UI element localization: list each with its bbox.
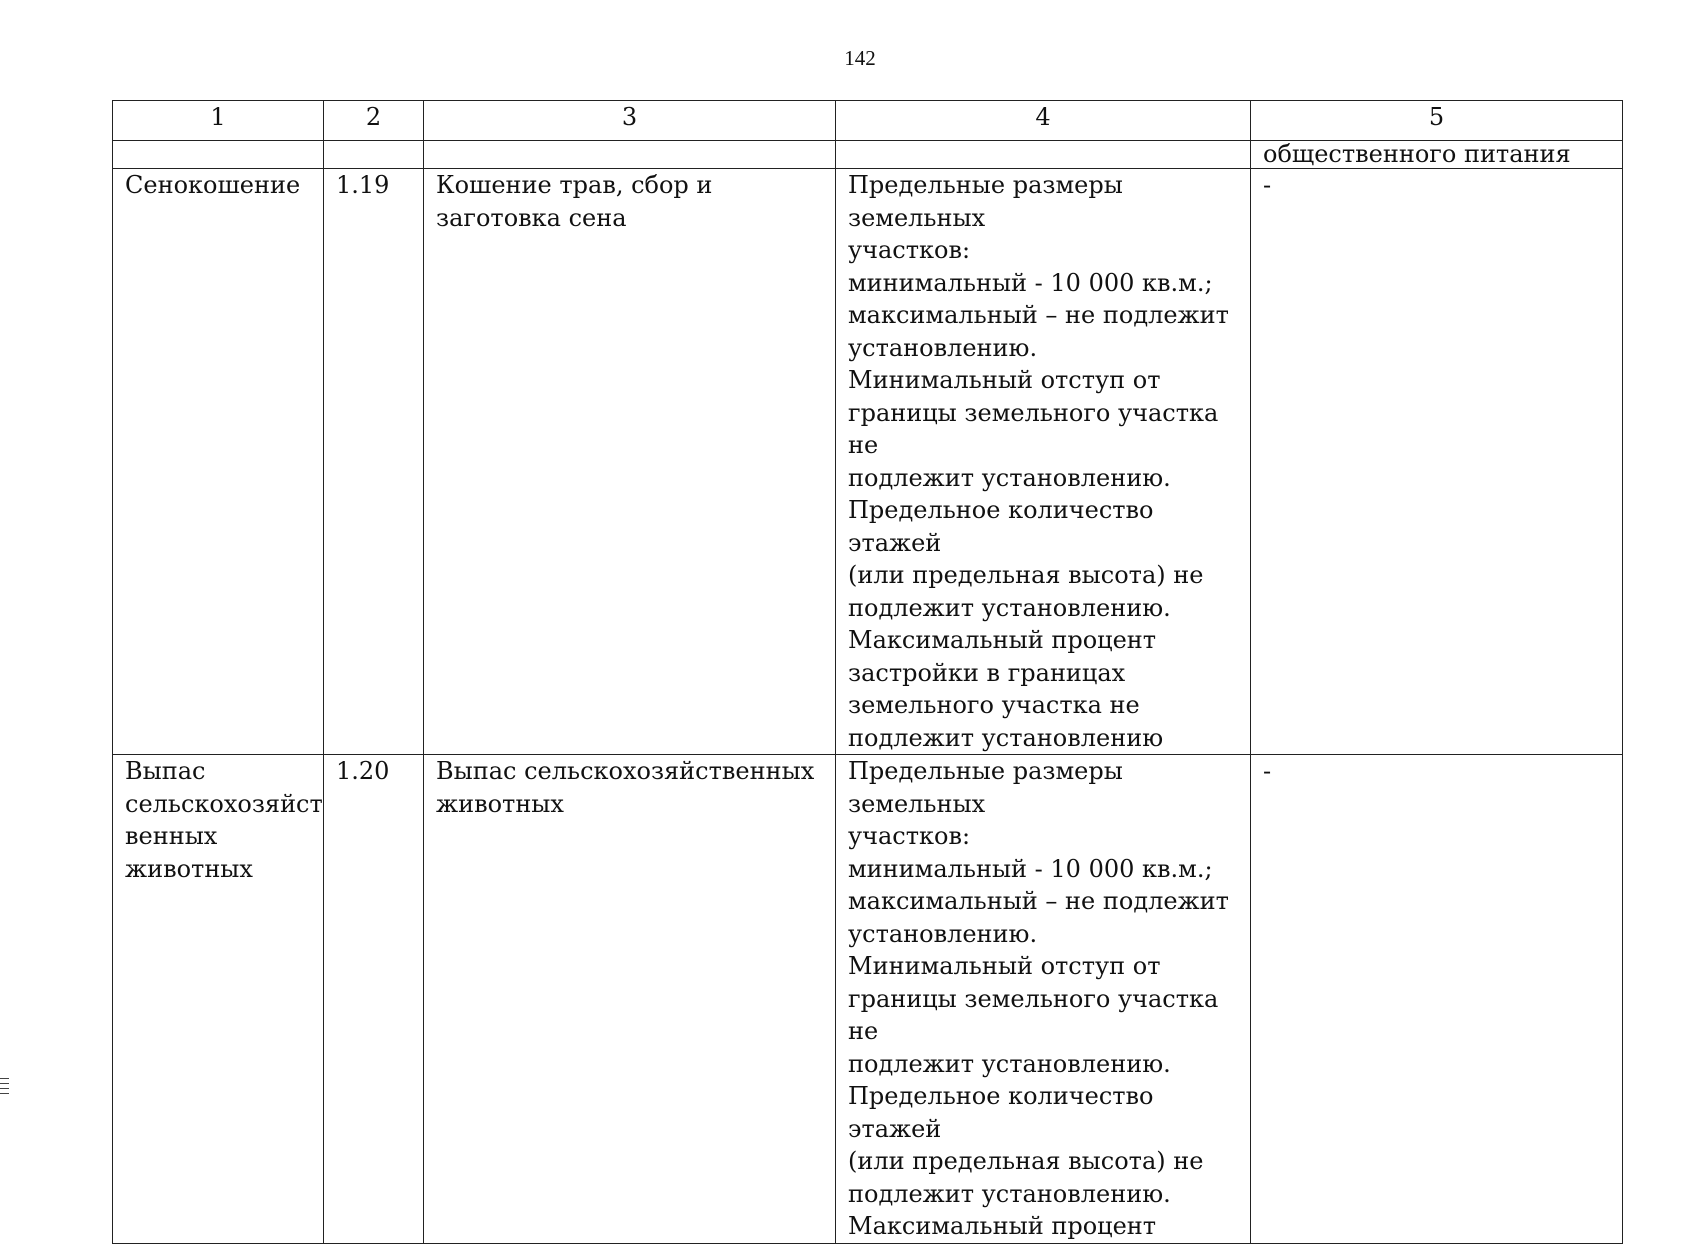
- use-type-description: Кошение трав, сбор и заготовка сена: [424, 169, 836, 755]
- parameters-cell: [836, 169, 1251, 755]
- parameter-line: Предельное количество этажей: [848, 496, 1154, 557]
- parameter-line: границы земельного участка не: [848, 984, 1219, 1045]
- parameter-line: подлежит установлению.: [848, 1179, 1171, 1208]
- table-row: [113, 755, 1623, 1244]
- table-row: [113, 169, 1623, 755]
- parameter-line: максимальный – не подлежит: [848, 887, 1229, 915]
- use-type-name: Сенокошение: [113, 169, 324, 755]
- column-number: 2: [324, 101, 424, 141]
- parameter-line: (или предельная высота) не: [848, 561, 1204, 589]
- column-number: 4: [836, 101, 1251, 141]
- parameter-line: Максимальный процент: [848, 626, 1157, 654]
- restrictions-cell: -: [1251, 755, 1623, 1244]
- table-cell: [324, 141, 424, 169]
- parameter-line: Максимальный процент: [848, 1212, 1157, 1240]
- parameter-line: Предельные размеры земельных: [848, 171, 1123, 232]
- continuation-text: общественного питания: [1251, 141, 1623, 169]
- parameter-line: (или предельная высота) не: [848, 1147, 1204, 1175]
- parameter-line: установлению.: [848, 333, 1038, 362]
- column-number-row: [113, 101, 1623, 141]
- scan-edge-mark: [0, 1078, 9, 1098]
- column-number: 1: [113, 101, 324, 141]
- table-cell: [836, 141, 1251, 169]
- parameter-line: установлению.: [848, 919, 1038, 948]
- table-cell: [113, 141, 324, 169]
- table-cell: [424, 141, 836, 169]
- parameter-line: Предельные размеры земельных: [848, 757, 1123, 818]
- parameter-line: минимальный - 10 000 кв.м.;: [848, 854, 1213, 883]
- use-type-name: Выпас сельскохозяйст венных животных: [113, 755, 324, 1244]
- parameters-cell: [836, 755, 1251, 1244]
- use-type-description: Выпас сельскохозяйственных животных: [424, 755, 836, 1244]
- parameter-line: минимальный - 10 000 кв.м.;: [848, 268, 1213, 297]
- column-number: 5: [1251, 101, 1623, 141]
- column-number: 3: [424, 101, 836, 141]
- parameter-line: границы земельного участка не: [848, 398, 1219, 459]
- parameter-line: подлежит установлению.: [848, 1049, 1171, 1078]
- parameter-line: подлежит установлению.: [848, 463, 1171, 492]
- parameter-line: земельного участка не: [848, 691, 1140, 719]
- use-type-code: 1.19: [324, 169, 424, 755]
- parameter-line: максимальный – не подлежит: [848, 301, 1229, 329]
- parameter-line: Предельное количество этажей: [848, 1082, 1154, 1143]
- parameter-line: участков:: [848, 822, 971, 850]
- parameter-line: Минимальный отступ от: [848, 366, 1161, 394]
- land-use-table: [112, 100, 1623, 1244]
- use-type-code: 1.20: [324, 755, 424, 1244]
- parameter-line: подлежит установлению.: [848, 593, 1171, 622]
- page-number: 142: [844, 46, 876, 70]
- parameter-line: подлежит установлению: [848, 723, 1164, 752]
- parameter-line: застройки в границах: [848, 658, 1126, 687]
- continuation-row: [113, 141, 1623, 169]
- restrictions-cell: -: [1251, 169, 1623, 755]
- parameter-line: участков:: [848, 236, 971, 264]
- parameter-line: Минимальный отступ от: [848, 952, 1161, 980]
